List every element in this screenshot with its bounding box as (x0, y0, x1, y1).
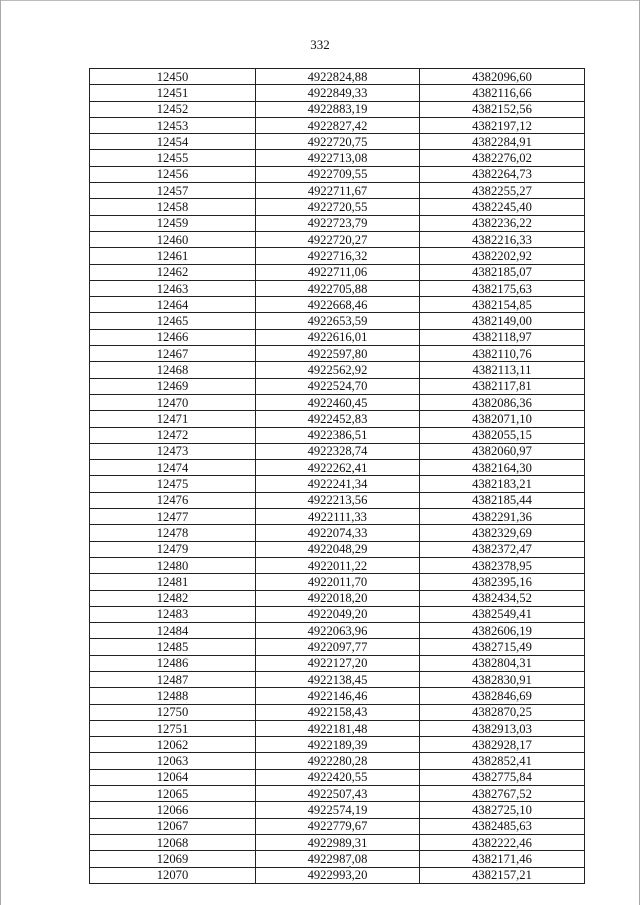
table-row (90, 704, 585, 720)
table-row (90, 443, 585, 459)
point-number-cell: 12454 (90, 134, 256, 150)
x-coordinate-cell: 4922460,45 (256, 394, 420, 410)
table-row (90, 639, 585, 655)
point-number-cell: 12467 (90, 346, 256, 362)
y-coordinate-cell: 4382284,91 (420, 134, 585, 150)
x-coordinate-cell: 4922011,70 (256, 574, 420, 590)
y-coordinate-cell: 4382830,91 (420, 671, 585, 687)
table-row (90, 557, 585, 573)
y-coordinate-cell: 4382395,16 (420, 574, 585, 590)
table-row (90, 101, 585, 117)
x-coordinate-cell: 4922989,31 (256, 834, 420, 850)
y-coordinate-cell: 4382329,69 (420, 525, 585, 541)
x-coordinate-cell: 4922616,01 (256, 329, 420, 345)
table-row (90, 183, 585, 199)
scan-edge-left (0, 0, 1, 905)
table-row (90, 786, 585, 802)
x-coordinate-cell: 4922987,08 (256, 851, 420, 867)
x-coordinate-cell: 4922158,43 (256, 704, 420, 720)
y-coordinate-cell: 4382222,46 (420, 834, 585, 850)
table-row (90, 574, 585, 590)
point-number-cell: 12473 (90, 443, 256, 459)
y-coordinate-cell: 4382434,52 (420, 590, 585, 606)
y-coordinate-cell: 4382157,21 (420, 867, 585, 883)
x-coordinate-cell: 4922146,46 (256, 688, 420, 704)
x-coordinate-cell: 4922713,08 (256, 150, 420, 166)
y-coordinate-cell: 4382775,84 (420, 769, 585, 785)
table-row (90, 867, 585, 883)
point-number-cell: 12458 (90, 199, 256, 215)
y-coordinate-cell: 4382118,97 (420, 329, 585, 345)
table-row (90, 346, 585, 362)
y-coordinate-cell: 4382164,30 (420, 460, 585, 476)
y-coordinate-cell: 4382264,73 (420, 166, 585, 182)
table-row (90, 313, 585, 329)
table-row (90, 720, 585, 736)
x-coordinate-cell: 4922993,20 (256, 867, 420, 883)
point-number-cell: 12483 (90, 606, 256, 622)
point-number-cell: 12478 (90, 525, 256, 541)
y-coordinate-cell: 4382715,49 (420, 639, 585, 655)
y-coordinate-cell: 4382804,31 (420, 655, 585, 671)
y-coordinate-cell: 4382185,44 (420, 492, 585, 508)
table-row (90, 231, 585, 247)
table-row (90, 427, 585, 443)
x-coordinate-cell: 4922883,19 (256, 101, 420, 117)
point-number-cell: 12067 (90, 818, 256, 834)
table-row (90, 590, 585, 606)
x-coordinate-cell: 4922420,55 (256, 769, 420, 785)
y-coordinate-cell: 4382485,63 (420, 818, 585, 834)
y-coordinate-cell: 4382236,22 (420, 215, 585, 231)
point-number-cell: 12461 (90, 248, 256, 264)
point-number-cell: 12471 (90, 411, 256, 427)
y-coordinate-cell: 4382852,41 (420, 753, 585, 769)
point-number-cell: 12484 (90, 623, 256, 639)
y-coordinate-cell: 4382870,25 (420, 704, 585, 720)
y-coordinate-cell: 4382060,97 (420, 443, 585, 459)
table-row (90, 215, 585, 231)
table-row (90, 525, 585, 541)
y-coordinate-cell: 4382086,36 (420, 394, 585, 410)
x-coordinate-cell: 4922097,77 (256, 639, 420, 655)
point-number-cell: 12455 (90, 150, 256, 166)
x-coordinate-cell: 4922074,33 (256, 525, 420, 541)
table-row (90, 411, 585, 427)
table-row (90, 737, 585, 753)
x-coordinate-cell: 4922063,96 (256, 623, 420, 639)
point-number-cell: 12450 (90, 69, 256, 85)
point-number-cell: 12068 (90, 834, 256, 850)
scan-speck (349, 866, 351, 868)
table-row (90, 280, 585, 296)
y-coordinate-cell: 4382913,03 (420, 720, 585, 736)
point-number-cell: 12477 (90, 509, 256, 525)
x-coordinate-cell: 4922723,79 (256, 215, 420, 231)
table-row (90, 150, 585, 166)
x-coordinate-cell: 4922668,46 (256, 297, 420, 313)
x-coordinate-cell: 4922827,42 (256, 117, 420, 133)
y-coordinate-cell: 4382096,60 (420, 69, 585, 85)
y-coordinate-cell: 4382154,85 (420, 297, 585, 313)
x-coordinate-cell: 4922213,56 (256, 492, 420, 508)
table-row (90, 166, 585, 182)
y-coordinate-cell: 4382245,40 (420, 199, 585, 215)
x-coordinate-cell: 4922720,55 (256, 199, 420, 215)
table-row (90, 460, 585, 476)
x-coordinate-cell: 4922524,70 (256, 378, 420, 394)
x-coordinate-cell: 4922562,92 (256, 362, 420, 378)
point-number-cell: 12063 (90, 753, 256, 769)
point-number-cell: 12751 (90, 720, 256, 736)
y-coordinate-cell: 4382183,21 (420, 476, 585, 492)
y-coordinate-cell: 4382378,95 (420, 557, 585, 573)
x-coordinate-cell: 4922711,67 (256, 183, 420, 199)
table-row (90, 509, 585, 525)
x-coordinate-cell: 4922653,59 (256, 313, 420, 329)
coordinates-table-body (90, 69, 585, 884)
point-number-cell: 12453 (90, 117, 256, 133)
point-number-cell: 12470 (90, 394, 256, 410)
table-row (90, 753, 585, 769)
table-row (90, 117, 585, 133)
point-number-cell: 12486 (90, 655, 256, 671)
point-number-cell: 12456 (90, 166, 256, 182)
x-coordinate-cell: 4922127,20 (256, 655, 420, 671)
point-number-cell: 12062 (90, 737, 256, 753)
x-coordinate-cell: 4922716,32 (256, 248, 420, 264)
y-coordinate-cell: 4382725,10 (420, 802, 585, 818)
y-coordinate-cell: 4382116,66 (420, 85, 585, 101)
table-row (90, 362, 585, 378)
point-number-cell: 12460 (90, 231, 256, 247)
point-number-cell: 12488 (90, 688, 256, 704)
table-row (90, 655, 585, 671)
y-coordinate-cell: 4382117,81 (420, 378, 585, 394)
point-number-cell: 12472 (90, 427, 256, 443)
scan-edge-top (0, 0, 640, 1)
x-coordinate-cell: 4922705,88 (256, 280, 420, 296)
point-number-cell: 12485 (90, 639, 256, 655)
x-coordinate-cell: 4922720,27 (256, 231, 420, 247)
point-number-cell: 12479 (90, 541, 256, 557)
point-number-cell: 12487 (90, 671, 256, 687)
point-number-cell: 12066 (90, 802, 256, 818)
table-row (90, 671, 585, 687)
x-coordinate-cell: 4922720,75 (256, 134, 420, 150)
point-number-cell: 12064 (90, 769, 256, 785)
table-row (90, 688, 585, 704)
x-coordinate-cell: 4922048,29 (256, 541, 420, 557)
y-coordinate-cell: 4382291,36 (420, 509, 585, 525)
y-coordinate-cell: 4382216,33 (420, 231, 585, 247)
x-coordinate-cell: 4922574,19 (256, 802, 420, 818)
table-row (90, 329, 585, 345)
table-row (90, 818, 585, 834)
y-coordinate-cell: 4382846,69 (420, 688, 585, 704)
x-coordinate-cell: 4922779,67 (256, 818, 420, 834)
y-coordinate-cell: 4382767,52 (420, 786, 585, 802)
x-coordinate-cell: 4922709,55 (256, 166, 420, 182)
point-number-cell: 12465 (90, 313, 256, 329)
table-row (90, 769, 585, 785)
x-coordinate-cell: 4922280,28 (256, 753, 420, 769)
page-number: 332 (310, 37, 330, 52)
y-coordinate-cell: 4382197,12 (420, 117, 585, 133)
x-coordinate-cell: 4922018,20 (256, 590, 420, 606)
x-coordinate-cell: 4922111,33 (256, 509, 420, 525)
table-row (90, 85, 585, 101)
table-row (90, 394, 585, 410)
y-coordinate-cell: 4382149,00 (420, 313, 585, 329)
y-coordinate-cell: 4382113,11 (420, 362, 585, 378)
point-number-cell: 12462 (90, 264, 256, 280)
x-coordinate-cell: 4922011,22 (256, 557, 420, 573)
y-coordinate-cell: 4382185,07 (420, 264, 585, 280)
point-number-cell: 12480 (90, 557, 256, 573)
table-row (90, 606, 585, 622)
table-row (90, 199, 585, 215)
point-number-cell: 12464 (90, 297, 256, 313)
y-coordinate-cell: 4382171,46 (420, 851, 585, 867)
x-coordinate-cell: 4922181,48 (256, 720, 420, 736)
x-coordinate-cell: 4922328,74 (256, 443, 420, 459)
y-coordinate-cell: 4382152,56 (420, 101, 585, 117)
table-row (90, 623, 585, 639)
x-coordinate-cell: 4922711,06 (256, 264, 420, 280)
point-number-cell: 12481 (90, 574, 256, 590)
table-row (90, 476, 585, 492)
table-row (90, 248, 585, 264)
point-number-cell: 12069 (90, 851, 256, 867)
table-row (90, 851, 585, 867)
x-coordinate-cell: 4922386,51 (256, 427, 420, 443)
point-number-cell: 12452 (90, 101, 256, 117)
point-number-cell: 12451 (90, 85, 256, 101)
point-number-cell: 12070 (90, 867, 256, 883)
x-coordinate-cell: 4922189,39 (256, 737, 420, 753)
y-coordinate-cell: 4382110,76 (420, 346, 585, 362)
y-coordinate-cell: 4382549,41 (420, 606, 585, 622)
x-coordinate-cell: 4922824,88 (256, 69, 420, 85)
table-row (90, 802, 585, 818)
table-row (90, 69, 585, 85)
y-coordinate-cell: 4382255,27 (420, 183, 585, 199)
y-coordinate-cell: 4382928,17 (420, 737, 585, 753)
y-coordinate-cell: 4382055,15 (420, 427, 585, 443)
y-coordinate-cell: 4382606,19 (420, 623, 585, 639)
point-number-cell: 12482 (90, 590, 256, 606)
table-row (90, 134, 585, 150)
point-number-cell: 12463 (90, 280, 256, 296)
point-number-cell: 12750 (90, 704, 256, 720)
y-coordinate-cell: 4382071,10 (420, 411, 585, 427)
x-coordinate-cell: 4922049,20 (256, 606, 420, 622)
point-number-cell: 12457 (90, 183, 256, 199)
table-row (90, 378, 585, 394)
coordinates-table (89, 68, 585, 884)
point-number-cell: 12468 (90, 362, 256, 378)
point-number-cell: 12469 (90, 378, 256, 394)
point-number-cell: 12466 (90, 329, 256, 345)
x-coordinate-cell: 4922597,80 (256, 346, 420, 362)
y-coordinate-cell: 4382276,02 (420, 150, 585, 166)
y-coordinate-cell: 4382372,47 (420, 541, 585, 557)
point-number-cell: 12475 (90, 476, 256, 492)
x-coordinate-cell: 4922138,45 (256, 671, 420, 687)
y-coordinate-cell: 4382202,92 (420, 248, 585, 264)
point-number-cell: 12476 (90, 492, 256, 508)
x-coordinate-cell: 4922507,43 (256, 786, 420, 802)
x-coordinate-cell: 4922241,34 (256, 476, 420, 492)
table-row (90, 492, 585, 508)
point-number-cell: 12459 (90, 215, 256, 231)
x-coordinate-cell: 4922849,33 (256, 85, 420, 101)
x-coordinate-cell: 4922452,83 (256, 411, 420, 427)
table-row (90, 834, 585, 850)
x-coordinate-cell: 4922262,41 (256, 460, 420, 476)
table-row (90, 297, 585, 313)
point-number-cell: 12474 (90, 460, 256, 476)
table-row (90, 264, 585, 280)
table-row (90, 541, 585, 557)
point-number-cell: 12065 (90, 786, 256, 802)
y-coordinate-cell: 4382175,63 (420, 280, 585, 296)
